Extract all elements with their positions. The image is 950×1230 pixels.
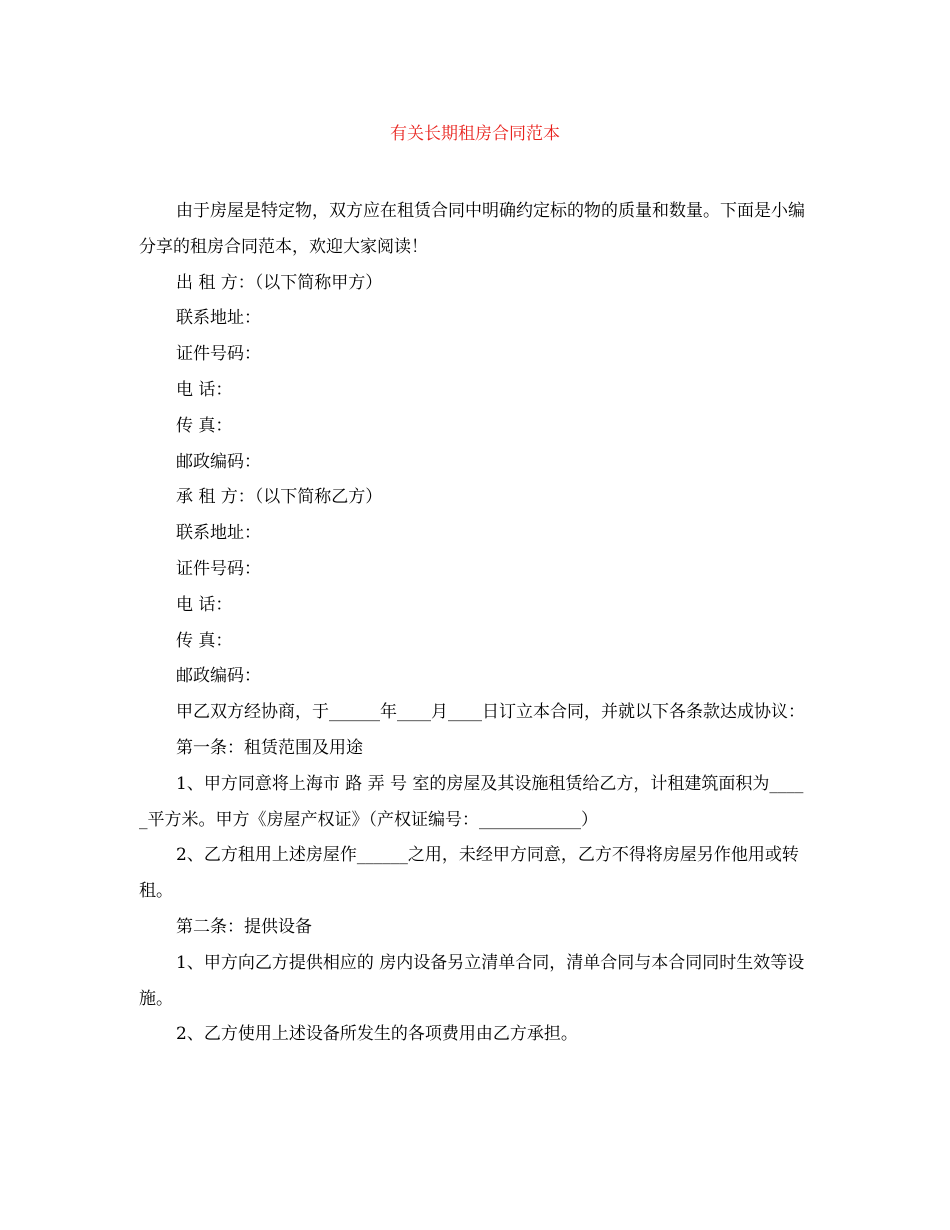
article-2-clause-2: 2、乙方使用上述设备所发生的各项费用由乙方承担。 bbox=[176, 1024, 578, 1045]
lessee-fax: 传 真： bbox=[176, 630, 233, 651]
lessee-id-number: 证件号码： bbox=[176, 558, 261, 579]
article-1-clause-1: 1、甲方同意将上海市 路 弄 号 室的房屋及其设施租赁给乙方，计租建筑面积为_____平方米。甲方《房屋产权证》（产权证编号：____________） bbox=[139, 773, 804, 830]
document-title: 有关长期租房合同范本 bbox=[390, 124, 560, 144]
lessor-address: 联系地址： bbox=[176, 308, 261, 329]
agreement-paragraph: 甲乙双方经协商，于______年____月____日订立本合同，并就以下各条款达成协议： bbox=[176, 702, 805, 723]
article-1-heading: 第一条：租赁范围及用途 bbox=[176, 737, 363, 758]
lessee-postcode: 邮政编码： bbox=[176, 666, 261, 687]
document-body bbox=[139, 194, 811, 1053]
lessor-fax: 传 真： bbox=[176, 415, 233, 436]
lessor-postcode: 邮政编码： bbox=[176, 451, 261, 472]
paragraph-intro: 由于房屋是特定物，双方应在租赁合同中明确约定标的物的质量和数量。下面是小编分享的租房合同范本，欢迎大家阅读！ bbox=[139, 201, 805, 257]
article-2-heading: 第二条：提供设备 bbox=[176, 916, 312, 937]
lessee-phone: 电 话： bbox=[176, 594, 233, 615]
article-1-clause-2: 2、乙方租用上述房屋作______之用，未经甲方同意，乙方不得将房屋另作他用或转租。 bbox=[139, 845, 799, 902]
lessor-phone: 电 话： bbox=[176, 379, 233, 400]
article-2-clause-1: 1、甲方向乙方提供相应的 房内设备另立清单合同，清单合同与本合同同时生效等设施。 bbox=[139, 952, 805, 1009]
lessee-address: 联系地址： bbox=[176, 523, 261, 544]
lessor-heading: 出 租 方：（以下简称甲方） bbox=[176, 272, 383, 293]
lessor-id-number: 证件号码： bbox=[176, 344, 261, 365]
lessee-heading: 承 租 方：（以下简称乙方） bbox=[176, 487, 383, 508]
